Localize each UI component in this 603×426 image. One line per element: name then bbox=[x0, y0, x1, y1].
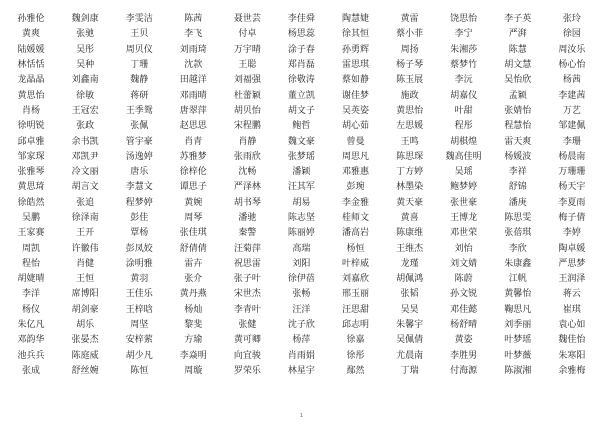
name-row bbox=[4, 241, 599, 256]
name-cell: 胡剑豪 bbox=[71, 304, 99, 315]
name-cell: 沈子欣 bbox=[287, 320, 315, 331]
name-cell: 严思梦 bbox=[558, 258, 586, 269]
name-cell: 黄馨怡 bbox=[504, 289, 532, 300]
name-cell: 王博龙 bbox=[450, 213, 478, 223]
name-row bbox=[4, 165, 599, 180]
name-cell: 张雅琴 bbox=[17, 167, 45, 178]
name-cell: 严湃 bbox=[508, 29, 527, 40]
name-cell: 胡文子 bbox=[287, 105, 315, 116]
name-cell: 万艺 bbox=[562, 105, 581, 116]
name-cell: 蒋研 bbox=[130, 90, 149, 101]
name-cell: 胡棋煌 bbox=[450, 136, 478, 147]
name-cell: 黄天豪 bbox=[396, 197, 424, 208]
name-cell: 叶梓威 bbox=[342, 258, 370, 269]
name-cell: 杨舒晴 bbox=[450, 320, 478, 331]
name-cell: 杨思蕊 bbox=[287, 29, 315, 40]
name-cell: 覃杨 bbox=[130, 228, 149, 239]
name-cell: 苏雅梦 bbox=[179, 151, 207, 162]
name-cell: 程彤 bbox=[454, 121, 473, 132]
name-cell: 周汝乐 bbox=[558, 44, 586, 55]
name-cell: 宋世杰 bbox=[233, 289, 261, 300]
name-cell: 张韬 bbox=[400, 289, 419, 300]
name-cell: 李焱明 bbox=[179, 350, 207, 361]
name-cell: 黎斐 bbox=[184, 320, 203, 331]
name-row bbox=[4, 12, 599, 27]
name-cell: 周凯 bbox=[22, 243, 41, 254]
name-cell: 孙勇辉 bbox=[342, 44, 370, 55]
name-cell: 王佳乐 bbox=[125, 289, 153, 300]
name-row bbox=[4, 211, 599, 226]
name-cell: 冷文丽 bbox=[71, 167, 99, 178]
name-cell: 徐彤 bbox=[346, 350, 365, 361]
name-cell: 李婷 bbox=[562, 228, 581, 239]
name-row bbox=[4, 303, 599, 318]
name-cell: 胡易 bbox=[292, 197, 311, 208]
name-cell: 邹建佩 bbox=[558, 121, 586, 132]
name-cell: 陈淑湘 bbox=[504, 365, 532, 376]
name-cell: 陈玉展 bbox=[396, 75, 424, 86]
name-cell: 余书凯 bbox=[71, 136, 99, 147]
name-cell: 蔡小菲 bbox=[396, 29, 424, 40]
name-cell: 周坚 bbox=[130, 320, 149, 331]
name-cell: 王维杰 bbox=[396, 243, 424, 254]
name-cell: 王恒 bbox=[76, 274, 95, 285]
name-cell: 池兵兵 bbox=[17, 350, 45, 361]
name-row bbox=[4, 43, 599, 58]
name-cell: 许徽伟 bbox=[71, 243, 99, 254]
name-cell: 张世豪 bbox=[450, 197, 478, 208]
name-cell: 徐泽南 bbox=[71, 213, 99, 223]
name-cell: 田越洋 bbox=[179, 75, 207, 86]
name-cell: 蔡如静 bbox=[342, 75, 370, 86]
name-cell: 肖青 bbox=[184, 136, 203, 147]
name-cell: 胡少凡 bbox=[125, 350, 153, 361]
name-cell: 张晏杰 bbox=[71, 335, 99, 346]
name-cell: 尤晨南 bbox=[396, 350, 424, 361]
name-cell: 陈茜 bbox=[184, 14, 203, 25]
name-cell: 魏剑康 bbox=[71, 14, 99, 25]
name-row bbox=[4, 58, 599, 73]
name-cell: 张追 bbox=[76, 197, 95, 208]
name-cell: 丁方婷 bbox=[396, 167, 424, 178]
name-cell: 丁珊 bbox=[130, 60, 149, 71]
name-cell: 张介 bbox=[184, 274, 203, 285]
name-cell: 王贝 bbox=[130, 29, 149, 40]
name-cell: 魏佳怡 bbox=[558, 335, 586, 346]
name-cell: 陈思琛 bbox=[396, 151, 424, 162]
name-cell: 舒锦 bbox=[508, 182, 527, 193]
name-cell: 魏文豪 bbox=[287, 136, 315, 147]
name-cell: 徐伊蓓 bbox=[287, 274, 315, 285]
name-cell: 李雯洁 bbox=[125, 14, 153, 25]
name-table bbox=[4, 12, 599, 379]
name-cell: 胡文慧 bbox=[504, 60, 532, 71]
name-cell: 黄喜 bbox=[400, 213, 419, 223]
name-cell: 蒋云 bbox=[562, 289, 581, 300]
name-row bbox=[4, 27, 599, 42]
name-cell: 李青叶 bbox=[233, 304, 261, 315]
name-cell: 孙文锐 bbox=[450, 289, 478, 300]
name-cell: 高瑞 bbox=[292, 243, 311, 254]
name-row bbox=[4, 287, 599, 302]
name-cell: 谭思子 bbox=[179, 182, 207, 193]
name-cell: 宋程鹏 bbox=[233, 121, 261, 132]
name-cell: 刘怡 bbox=[454, 243, 473, 254]
name-cell: 林墨染 bbox=[396, 182, 424, 193]
name-cell: 龙瑾 bbox=[400, 258, 419, 269]
name-cell: 潘高岩 bbox=[342, 228, 370, 239]
name-cell: 雷卉 bbox=[184, 258, 203, 269]
name-cell: 陈恒 bbox=[130, 365, 149, 376]
name-cell: 李夏雨 bbox=[558, 197, 586, 208]
name-cell: 管宇豪 bbox=[125, 136, 153, 147]
name-cell: 郑肖磊 bbox=[287, 60, 315, 71]
name-cell: 祝思雷 bbox=[233, 258, 261, 269]
name-cell: 周贝仪 bbox=[125, 44, 153, 55]
name-cell: 李祥 bbox=[508, 167, 527, 178]
name-row bbox=[4, 104, 599, 119]
name-cell: 鞠思凡 bbox=[504, 304, 532, 315]
name-cell: 崔琪 bbox=[562, 304, 581, 315]
name-cell: 张驰 bbox=[76, 29, 95, 40]
name-cell: 汪洋 bbox=[292, 304, 311, 315]
name-cell: 李珊 bbox=[562, 136, 581, 147]
name-cell: 肖雨娟 bbox=[287, 350, 315, 361]
name-cell: 聂世芸 bbox=[233, 14, 261, 25]
name-cell: 张子叶 bbox=[233, 274, 261, 285]
name-cell: 胡乐 bbox=[76, 320, 95, 331]
name-cell: 刘雨琦 bbox=[179, 44, 207, 55]
name-cell: 沈畅 bbox=[238, 167, 257, 178]
name-row bbox=[4, 226, 599, 241]
name-cell: 陶慧婕 bbox=[342, 14, 370, 25]
name-cell: 邓雨晴 bbox=[179, 90, 207, 101]
name-cell: 唐乐 bbox=[130, 167, 149, 178]
name-row bbox=[4, 257, 599, 272]
name-cell: 杨灿 bbox=[184, 304, 203, 315]
name-cell: 邓凯尹 bbox=[71, 151, 99, 162]
name-cell: 林星宇 bbox=[287, 365, 315, 376]
name-cell: 胡嘉仪 bbox=[450, 90, 478, 101]
name-cell: 朱亿凡 bbox=[17, 320, 45, 331]
name-cell: 徐皓然 bbox=[17, 197, 45, 208]
name-cell: 张畅 bbox=[292, 289, 311, 300]
name-cell: 付卓 bbox=[238, 29, 257, 40]
name-cell: 李金雅 bbox=[342, 197, 370, 208]
name-cell: 周扬 bbox=[400, 44, 419, 55]
name-cell: 杨恒 bbox=[346, 243, 365, 254]
name-row bbox=[4, 349, 599, 364]
name-cell: 周琴 bbox=[184, 213, 203, 223]
name-cell: 罗荣乐 bbox=[233, 365, 261, 376]
name-cell: 黄婉 bbox=[184, 197, 203, 208]
name-cell: 唐翠萍 bbox=[179, 105, 207, 116]
name-cell: 曾曼 bbox=[346, 136, 365, 147]
name-cell: 徐园 bbox=[562, 29, 581, 40]
name-cell: 黄思琦 bbox=[17, 182, 45, 193]
name-cell: 汪思甜 bbox=[342, 304, 370, 315]
name-cell: 杨萍 bbox=[292, 335, 311, 346]
name-cell: 李胜男 bbox=[450, 350, 478, 361]
name-row bbox=[4, 272, 599, 287]
name-cell: 舒丝婉 bbox=[71, 365, 99, 376]
name-cell: 魏静 bbox=[130, 75, 149, 86]
name-cell: 李佳舜 bbox=[287, 14, 315, 25]
name-cell: 刘季丽 bbox=[504, 320, 532, 331]
name-cell: 程慧怡 bbox=[504, 121, 532, 132]
name-cell: 杨晨南 bbox=[558, 151, 586, 162]
name-cell: 舒倩倩 bbox=[179, 243, 207, 254]
name-cell: 朱馨宇 bbox=[396, 320, 424, 331]
name-cell: 汤逸婷 bbox=[125, 151, 153, 162]
name-cell: 刘阳 bbox=[292, 258, 311, 269]
name-cell: 王开 bbox=[76, 228, 95, 239]
name-cell: 黄羽 bbox=[130, 274, 149, 285]
name-cell: 潘颖 bbox=[292, 167, 311, 178]
name-cell: 陈庭威 bbox=[71, 350, 99, 361]
name-cell: 刘嘉欣 bbox=[342, 274, 370, 285]
name-row bbox=[4, 180, 599, 195]
name-cell: 吴鹏 bbox=[22, 213, 41, 223]
name-cell: 黄爽 bbox=[22, 29, 41, 40]
name-cell: 徐敏 bbox=[76, 90, 95, 101]
name-cell: 黄可卿 bbox=[233, 335, 261, 346]
name-cell: 陈慧 bbox=[508, 44, 527, 55]
name-row bbox=[4, 134, 599, 149]
name-cell: 黄姿 bbox=[454, 335, 473, 346]
name-row bbox=[4, 196, 599, 211]
name-cell: 胡婕晴 bbox=[17, 274, 45, 285]
name-cell: 杨仪 bbox=[22, 304, 41, 315]
name-cell: 刘福强 bbox=[233, 75, 261, 86]
name-row bbox=[4, 119, 599, 134]
name-cell: 孙雅伦 bbox=[17, 14, 45, 25]
name-cell: 彭佳 bbox=[130, 213, 149, 223]
name-cell: 谢佳梦 bbox=[342, 90, 370, 101]
name-cell: 李宁 bbox=[454, 29, 473, 40]
name-cell: 张成 bbox=[22, 365, 41, 376]
name-cell: 朱湘莎 bbox=[450, 44, 478, 55]
name-cell: 张婧怡 bbox=[504, 105, 532, 116]
name-cell: 徐梓伦 bbox=[179, 167, 207, 178]
name-cell: 邹家琛 bbox=[17, 151, 45, 162]
name-cell: 吴彤 bbox=[76, 44, 95, 55]
name-cell: 王梓晗 bbox=[125, 304, 153, 315]
name-cell: 杨子琴 bbox=[396, 60, 424, 71]
name-cell: 胡贝怡 bbox=[233, 105, 261, 116]
name-cell: 董立凯 bbox=[287, 90, 315, 101]
name-cell: 陈康维 bbox=[396, 228, 424, 239]
name-cell: 陈志坚 bbox=[287, 213, 315, 223]
name-cell: 邓世荣 bbox=[450, 228, 478, 239]
name-cell: 杨媛波 bbox=[504, 151, 532, 162]
name-cell: 叶梦薇 bbox=[504, 350, 532, 361]
name-cell: 林恬恬 bbox=[17, 60, 45, 71]
name-cell: 邢玉丽 bbox=[342, 289, 370, 300]
name-cell: 潘驰 bbox=[238, 213, 257, 223]
name-cell: 涂子春 bbox=[287, 44, 315, 55]
name-cell: 李飞 bbox=[184, 29, 203, 40]
name-cell: 胡言文 bbox=[71, 182, 99, 193]
name-cell: 孟颖 bbox=[508, 90, 527, 101]
name-cell: 席博阳 bbox=[71, 289, 99, 300]
name-cell: 李洋 bbox=[22, 289, 41, 300]
name-cell: 吴种 bbox=[76, 60, 95, 71]
name-cell: 严泽林 bbox=[233, 182, 261, 193]
name-cell: 方瑜 bbox=[184, 335, 203, 346]
name-cell: 张玲 bbox=[562, 14, 581, 25]
name-cell: 涂明雅 bbox=[125, 258, 153, 269]
name-cell: 万珊珊 bbox=[558, 167, 586, 178]
name-cell: 雷思琪 bbox=[342, 60, 370, 71]
name-cell: 杨茜 bbox=[562, 75, 581, 86]
name-cell: 朱寒阳 bbox=[558, 350, 586, 361]
name-cell: 杜蕾颖 bbox=[233, 90, 261, 101]
name-cell: 汪其军 bbox=[287, 182, 315, 193]
name-cell: 胡心茹 bbox=[342, 121, 370, 132]
name-cell: 吴英姿 bbox=[342, 105, 370, 116]
name-cell: 李建茜 bbox=[558, 90, 586, 101]
name-cell: 张蓓琪 bbox=[504, 228, 532, 239]
name-cell: 徐其恒 bbox=[342, 29, 370, 40]
name-cell: 梅子倩 bbox=[558, 213, 586, 223]
name-cell: 王润泽 bbox=[558, 274, 586, 285]
name-cell: 万宇晴 bbox=[233, 44, 261, 55]
name-row bbox=[4, 333, 599, 348]
name-cell: 邓韵华 bbox=[17, 335, 45, 346]
name-cell: 张佩 bbox=[130, 121, 149, 132]
page-number: 1 bbox=[300, 413, 303, 419]
name-cell: 雷天爽 bbox=[504, 136, 532, 147]
name-cell: 鲍哲 bbox=[292, 121, 311, 132]
name-cell: 王聪 bbox=[238, 60, 257, 71]
name-cell: 张健 bbox=[238, 320, 257, 331]
name-cell: 杨心怡 bbox=[558, 60, 586, 71]
name-cell: 黄思怡 bbox=[17, 90, 45, 101]
name-cell: 鄢然 bbox=[346, 365, 365, 376]
name-cell: 李沅 bbox=[454, 75, 473, 86]
name-cell: 徐明锐 bbox=[17, 121, 45, 132]
name-cell: 邱卓雅 bbox=[17, 136, 45, 147]
name-cell: 徐嘉 bbox=[346, 335, 365, 346]
name-cell: 桂师文 bbox=[342, 213, 370, 223]
name-cell: 杨天宇 bbox=[558, 182, 586, 193]
name-cell: 鲍梦婷 bbox=[450, 182, 478, 193]
name-cell: 秦警 bbox=[238, 228, 257, 239]
name-cell: 张佳琪 bbox=[179, 228, 207, 239]
name-cell: 邱志明 bbox=[342, 320, 370, 331]
name-row bbox=[4, 364, 599, 379]
name-cell: 朱康鑫 bbox=[504, 258, 532, 269]
name-cell: 程怡 bbox=[22, 258, 41, 269]
name-cell: 黄雷 bbox=[400, 14, 419, 25]
name-cell: 安梓萦 bbox=[125, 335, 153, 346]
name-cell: 李慧文 bbox=[125, 182, 153, 193]
name-cell: 肖静 bbox=[238, 136, 257, 147]
name-cell: 江帆 bbox=[508, 274, 527, 285]
name-cell: 余雅梅 bbox=[558, 365, 586, 376]
name-cell: 丁瑞 bbox=[400, 365, 419, 376]
name-cell: 胡书琴 bbox=[233, 197, 261, 208]
name-cell: 潘庚 bbox=[508, 197, 527, 208]
name-cell: 徐敬涛 bbox=[287, 75, 315, 86]
name-cell: 魏高佳明 bbox=[445, 151, 482, 162]
name-cell: 邓雅惠 bbox=[342, 167, 370, 178]
name-cell: 左思媛 bbox=[396, 121, 424, 132]
name-cell: 施政 bbox=[400, 90, 419, 101]
name-row bbox=[4, 150, 599, 165]
name-cell: 吴佩倩 bbox=[396, 335, 424, 346]
name-cell: 赵思思 bbox=[179, 121, 207, 132]
name-cell: 程梦婷 bbox=[125, 197, 153, 208]
name-cell: 张梦瑶 bbox=[287, 151, 315, 162]
name-cell: 张政 bbox=[76, 121, 95, 132]
name-cell: 龙晶晶 bbox=[17, 75, 45, 86]
name-cell: 邓佳懿 bbox=[450, 304, 478, 315]
name-cell: 黄思怡 bbox=[396, 105, 424, 116]
name-cell: 陶卓媛 bbox=[558, 243, 586, 254]
name-cell: 付海源 bbox=[450, 365, 478, 376]
name-cell: 沈款 bbox=[184, 60, 203, 71]
name-cell: 陈蔚 bbox=[454, 274, 473, 285]
name-cell: 王季鸳 bbox=[125, 105, 153, 116]
name-cell: 吴怡欣 bbox=[504, 75, 532, 86]
name-cell: 吴瑶 bbox=[454, 167, 473, 178]
name-cell: 刘文婧 bbox=[450, 258, 478, 269]
name-cell: 汪菊萍 bbox=[233, 243, 261, 254]
name-cell: 周思凡 bbox=[342, 151, 370, 162]
name-cell: 蔡梦竹 bbox=[450, 60, 478, 71]
name-table-body bbox=[4, 12, 599, 379]
name-cell: 袁心如 bbox=[558, 320, 586, 331]
name-cell: 黄丹燕 bbox=[179, 289, 207, 300]
name-cell: 李子英 bbox=[504, 14, 532, 25]
name-row bbox=[4, 73, 599, 88]
name-cell: 王家赛 bbox=[17, 228, 45, 239]
name-cell: 陈思雯 bbox=[504, 213, 532, 223]
name-cell: 李欣 bbox=[508, 243, 527, 254]
name-row bbox=[4, 88, 599, 103]
name-cell: 彭凤姣 bbox=[125, 243, 153, 254]
name-cell: 陆媛媛 bbox=[17, 44, 45, 55]
name-cell: 叶甜 bbox=[454, 105, 473, 116]
name-cell: 吴昊 bbox=[400, 304, 419, 315]
name-cell: 向宜骏 bbox=[233, 350, 261, 361]
name-cell: 周璇 bbox=[184, 365, 203, 376]
name-cell: 叶梦瑶 bbox=[504, 335, 532, 346]
name-cell: 彭琬 bbox=[346, 182, 365, 193]
name-cell: 王冠宏 bbox=[71, 105, 99, 116]
name-cell: 刘鑫南 bbox=[71, 75, 99, 86]
name-cell: 王鸣 bbox=[400, 136, 419, 147]
name-cell: 肖健 bbox=[76, 258, 95, 269]
name-cell: 胡佩鸿 bbox=[396, 274, 424, 285]
name-cell: 饶思怡 bbox=[450, 14, 478, 25]
name-cell: 陈丽婷 bbox=[287, 228, 315, 239]
name-cell: 肖杨 bbox=[22, 105, 41, 116]
name-cell: 张雨欣 bbox=[233, 151, 261, 162]
name-row bbox=[4, 318, 599, 333]
